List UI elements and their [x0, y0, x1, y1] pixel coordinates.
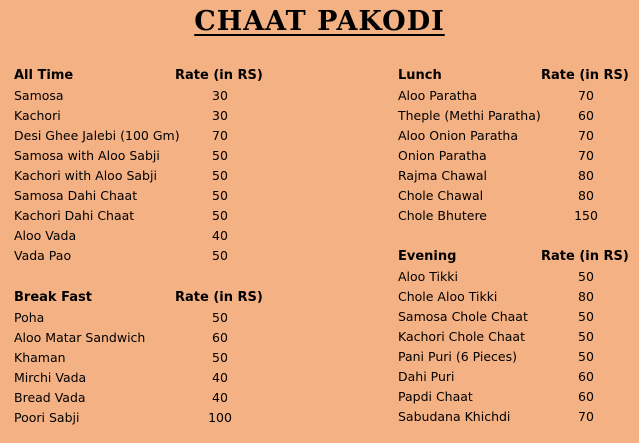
menu-item-rate: 60 — [212, 330, 228, 345]
menu-item-row — [14, 86, 314, 106]
menu-item-rate: 70 — [212, 128, 228, 143]
menu-item-rate: 40 — [212, 390, 228, 405]
menu-item-rate: 40 — [212, 228, 228, 243]
menu-item-row — [14, 146, 314, 166]
menu-item-name: Poha — [14, 310, 45, 325]
menu-item-row — [14, 246, 314, 266]
menu-item-name: Vada Pao — [14, 248, 72, 263]
menu-title: CHAAT PAKODI — [194, 6, 445, 37]
menu-item-name: Kachori Dahi Chaat — [14, 208, 135, 223]
section-break-fast — [14, 288, 314, 428]
rate-column-header: Rate (in RS) — [175, 68, 263, 83]
menu-item-name: Aloo Matar Sandwich — [14, 330, 146, 345]
menu-item-row — [14, 328, 314, 348]
menu-item-rate: 50 — [212, 148, 228, 163]
menu-item-name: Chole Aloo Tikki — [398, 289, 498, 304]
menu-item-name: Bread Vada — [14, 390, 86, 405]
menu-item-rate: 80 — [578, 168, 594, 183]
menu-item-rate: 50 — [578, 269, 594, 284]
menu-item-row — [14, 186, 314, 206]
menu-item-row — [14, 388, 314, 408]
rate-column-header: Rate (in RS) — [541, 68, 629, 83]
menu-item-name: Papdi Chaat — [398, 389, 473, 404]
menu-item-row — [398, 327, 633, 347]
menu-item-name: Samosa Dahi Chaat — [14, 188, 138, 203]
menu-item-rate: 30 — [212, 88, 228, 103]
menu-item-row — [398, 347, 633, 367]
menu-item-name: Samosa Chole Chaat — [398, 309, 528, 324]
menu-item-rate: 80 — [578, 289, 594, 304]
menu-item-rate: 100 — [208, 410, 232, 425]
menu-item-row — [398, 106, 633, 126]
menu-item-rate: 60 — [578, 389, 594, 404]
menu-item-row — [398, 186, 633, 206]
menu-item-row — [14, 368, 314, 388]
menu-item-rate: 150 — [574, 208, 598, 223]
menu-item-rate: 70 — [578, 148, 594, 163]
menu-item-row — [398, 267, 633, 287]
menu-item-row — [398, 206, 633, 226]
menu-item-row — [398, 86, 633, 106]
menu-item-row — [398, 407, 633, 427]
menu-item-row — [398, 387, 633, 407]
menu-item-rate: 30 — [212, 108, 228, 123]
menu-item-row — [14, 106, 314, 126]
menu-item-row — [14, 166, 314, 186]
menu-item-rate: 50 — [212, 310, 228, 325]
menu-item-rate: 50 — [578, 309, 594, 324]
menu-item-name: Sabudana Khichdi — [398, 409, 511, 424]
menu-item-rate: 60 — [578, 369, 594, 384]
menu-item-rate: 70 — [578, 128, 594, 143]
menu-item-rate: 70 — [578, 409, 594, 424]
menu-item-rate: 50 — [212, 248, 228, 263]
menu-item-name: Aloo Paratha — [398, 88, 478, 103]
menu-item-rate: 50 — [578, 349, 594, 364]
menu-item-name: Kachori with Aloo Sabji — [14, 168, 157, 183]
menu-item-row — [398, 126, 633, 146]
menu-item-rate: 50 — [212, 168, 228, 183]
menu-item-row — [398, 367, 633, 387]
menu-item-name: Mirchi Vada — [14, 370, 87, 385]
section-all-time — [14, 66, 314, 266]
section-heading: All Time — [14, 68, 74, 83]
rate-column-header: Rate (in RS) — [541, 249, 629, 264]
menu-item-name: Pani Puri (6 Pieces) — [398, 349, 518, 364]
menu-item-rate: 50 — [578, 329, 594, 344]
section-heading: Lunch — [398, 68, 442, 83]
section-lunch — [398, 66, 633, 226]
menu-item-name: Aloo Vada — [14, 228, 77, 243]
menu-item-rate: 80 — [578, 188, 594, 203]
menu-item-rate: 50 — [212, 188, 228, 203]
rate-column-header: Rate (in RS) — [175, 290, 263, 305]
menu-item-name: Kachori Chole Chaat — [398, 329, 525, 344]
menu-item-rate: 50 — [212, 208, 228, 223]
section-heading: Evening — [398, 249, 457, 264]
menu-item-row — [398, 146, 633, 166]
menu-item-name: Onion Paratha — [398, 148, 487, 163]
menu-item-name: Chole Bhutere — [398, 208, 488, 223]
menu-item-name: Theple (Methi Paratha) — [398, 108, 541, 123]
menu-item-row — [398, 166, 633, 186]
menu-item-name: Poori Sabji — [14, 410, 80, 425]
menu-item-name: Desi Ghee Jalebi (100 Gm) — [14, 128, 180, 143]
menu-item-name: Aloo Onion Paratha — [398, 128, 518, 143]
section-evening — [398, 247, 633, 427]
menu-item-row — [14, 308, 314, 328]
menu-item-name: Chole Chawal — [398, 188, 484, 203]
section-header — [398, 247, 633, 267]
menu-item-name: Samosa with Aloo Sabji — [14, 148, 160, 163]
menu-item-rate: 40 — [212, 370, 228, 385]
menu-item-row — [14, 126, 314, 146]
menu-item-row — [398, 287, 633, 307]
section-heading: Break Fast — [14, 290, 92, 305]
menu-item-row — [14, 206, 314, 226]
menu-item-name: Kachori — [14, 108, 61, 123]
menu-item-rate: 50 — [212, 350, 228, 365]
menu-item-name: Khaman — [14, 350, 66, 365]
menu-item-rate: 60 — [578, 108, 594, 123]
menu-item-name: Dahi Puri — [398, 369, 455, 384]
section-header — [398, 66, 633, 86]
menu-item-row — [398, 307, 633, 327]
menu-item-name: Rajma Chawal — [398, 168, 488, 183]
section-header — [14, 288, 314, 308]
menu-item-rate: 70 — [578, 88, 594, 103]
menu-item-row — [14, 408, 314, 428]
menu-item-row — [14, 226, 314, 246]
section-header — [14, 66, 314, 86]
menu-item-row — [14, 348, 314, 368]
menu-item-name: Samosa — [14, 88, 64, 103]
menu-item-name: Aloo Tikki — [398, 269, 458, 284]
